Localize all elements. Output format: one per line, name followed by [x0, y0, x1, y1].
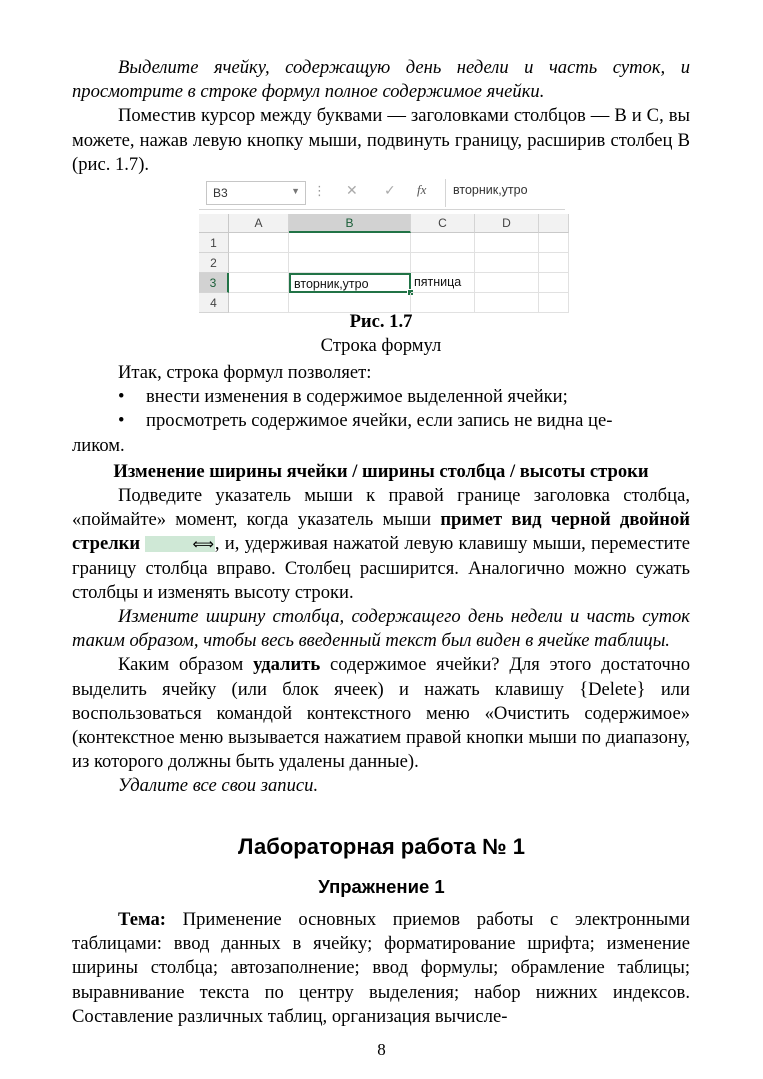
double-arrow-cursor-icon: ⟺: [145, 536, 215, 552]
row-header-4: 4: [199, 293, 229, 313]
name-box: B3 ▼: [206, 181, 306, 205]
formula-bar: [199, 177, 565, 210]
italic-instruction-3: Удалите все свои записи.: [118, 775, 319, 797]
italic-instruction-2: Измените ширину столбца, содержащего день недели и часть суток таким образом, чтобы весь введенный текст был виден в ячейке таблицы.: [72, 606, 690, 652]
excel-figure: [199, 177, 565, 310]
theme-paragraph: Тема: Применение основных приемов работы с электронными таблицами: ввод данных в ячейку; форматирование шрифта; изменение ширины столбца; автозаполнение; ввод формулы; обрамление таблицы; выравнивание текста по центру выделения; набор нижних индексов. Составление различных таблиц, организация вычисле-: [72, 909, 690, 1027]
row-header-2: 2: [199, 253, 229, 273]
function-icon: fx: [417, 182, 427, 197]
row-header-3: 3: [199, 273, 229, 293]
caption-text: Строка формул: [320, 335, 442, 357]
check-icon: ✓: [384, 182, 396, 198]
grid-corner: [199, 214, 229, 233]
cancel-icon: ✕: [346, 182, 358, 198]
paragraph-delete: Каким образом удалить содержимое ячейки? Для этого достаточно выделить ячейку (или блок ячеек) и нажать клавишу {Delete} или воспользоваться командой контекстного меню «Очистить содержимое» (контекстное меню вызывается нажатием правой кнопки мыши по диапазону, из которого должны быть удалены данные).: [72, 654, 690, 773]
section-heading: Изменение ширины ячейки / ширины столбца / высоты строки: [113, 460, 649, 482]
spreadsheet-grid: [199, 214, 565, 310]
row-header-1: 1: [199, 233, 229, 253]
theme-label: Тема:: [118, 909, 166, 930]
more-options-icon: ⋮: [313, 183, 326, 198]
exercise-heading: Упражнение 1: [318, 876, 445, 897]
paragraph-width: Подведите указатель мыши к правой границе заголовка столбца, «поймайте» момент, когда указатель мыши примет вид черной двойной стрелки ⟺, и, удерживая нажатой левую клавишу мыши, переместите границу столбца вправо. Столбец расширится. Аналогично можно сужать столбцы и изменять высоту строки.: [72, 485, 690, 603]
list-item-continuation: ликом.: [72, 434, 125, 456]
list-item: • внести изменения в содержимое выделенной ячейки;: [72, 385, 690, 409]
figure-caption: [72, 310, 690, 358]
cell-c3: пятница: [411, 273, 475, 293]
paragraph-cursor: Поместив курсор между буквами — заголовками столбцов — В и С, вы можете, нажав левую кнопку мыши, подвинуть границу, расширив столбец В (рис. 1.7).: [72, 105, 690, 175]
bullet-icon: •: [118, 410, 125, 432]
list-intro: Итак, строка формул позволяет:: [118, 362, 372, 383]
bullet-icon: •: [118, 386, 125, 408]
chevron-down-icon: ▼: [291, 186, 300, 196]
column-header-a: A: [229, 214, 289, 233]
italic-instruction-1: Выделите ячейку, содержащую день недели и часть суток, и просмотрите в строке формул полное содержимое ячейки.: [72, 57, 690, 103]
text-block-main: [72, 361, 690, 799]
lab-heading: Лабораторная работа № 1: [238, 834, 525, 859]
text-block-top: [72, 56, 690, 177]
formula-value: вторник,утро: [453, 183, 528, 197]
column-header-e: [539, 214, 569, 233]
column-header-c: C: [411, 214, 475, 233]
column-header-d: D: [475, 214, 539, 233]
caption-title: Рис. 1.7: [349, 311, 413, 332]
page-number: 8: [377, 1040, 386, 1059]
list-item: • просмотреть содержимое ячейки, если запись не видна це-: [72, 409, 690, 433]
cell-b3: вторник,утро: [289, 273, 411, 293]
text-block-theme: [72, 908, 690, 1029]
column-header-b: B: [289, 214, 411, 233]
